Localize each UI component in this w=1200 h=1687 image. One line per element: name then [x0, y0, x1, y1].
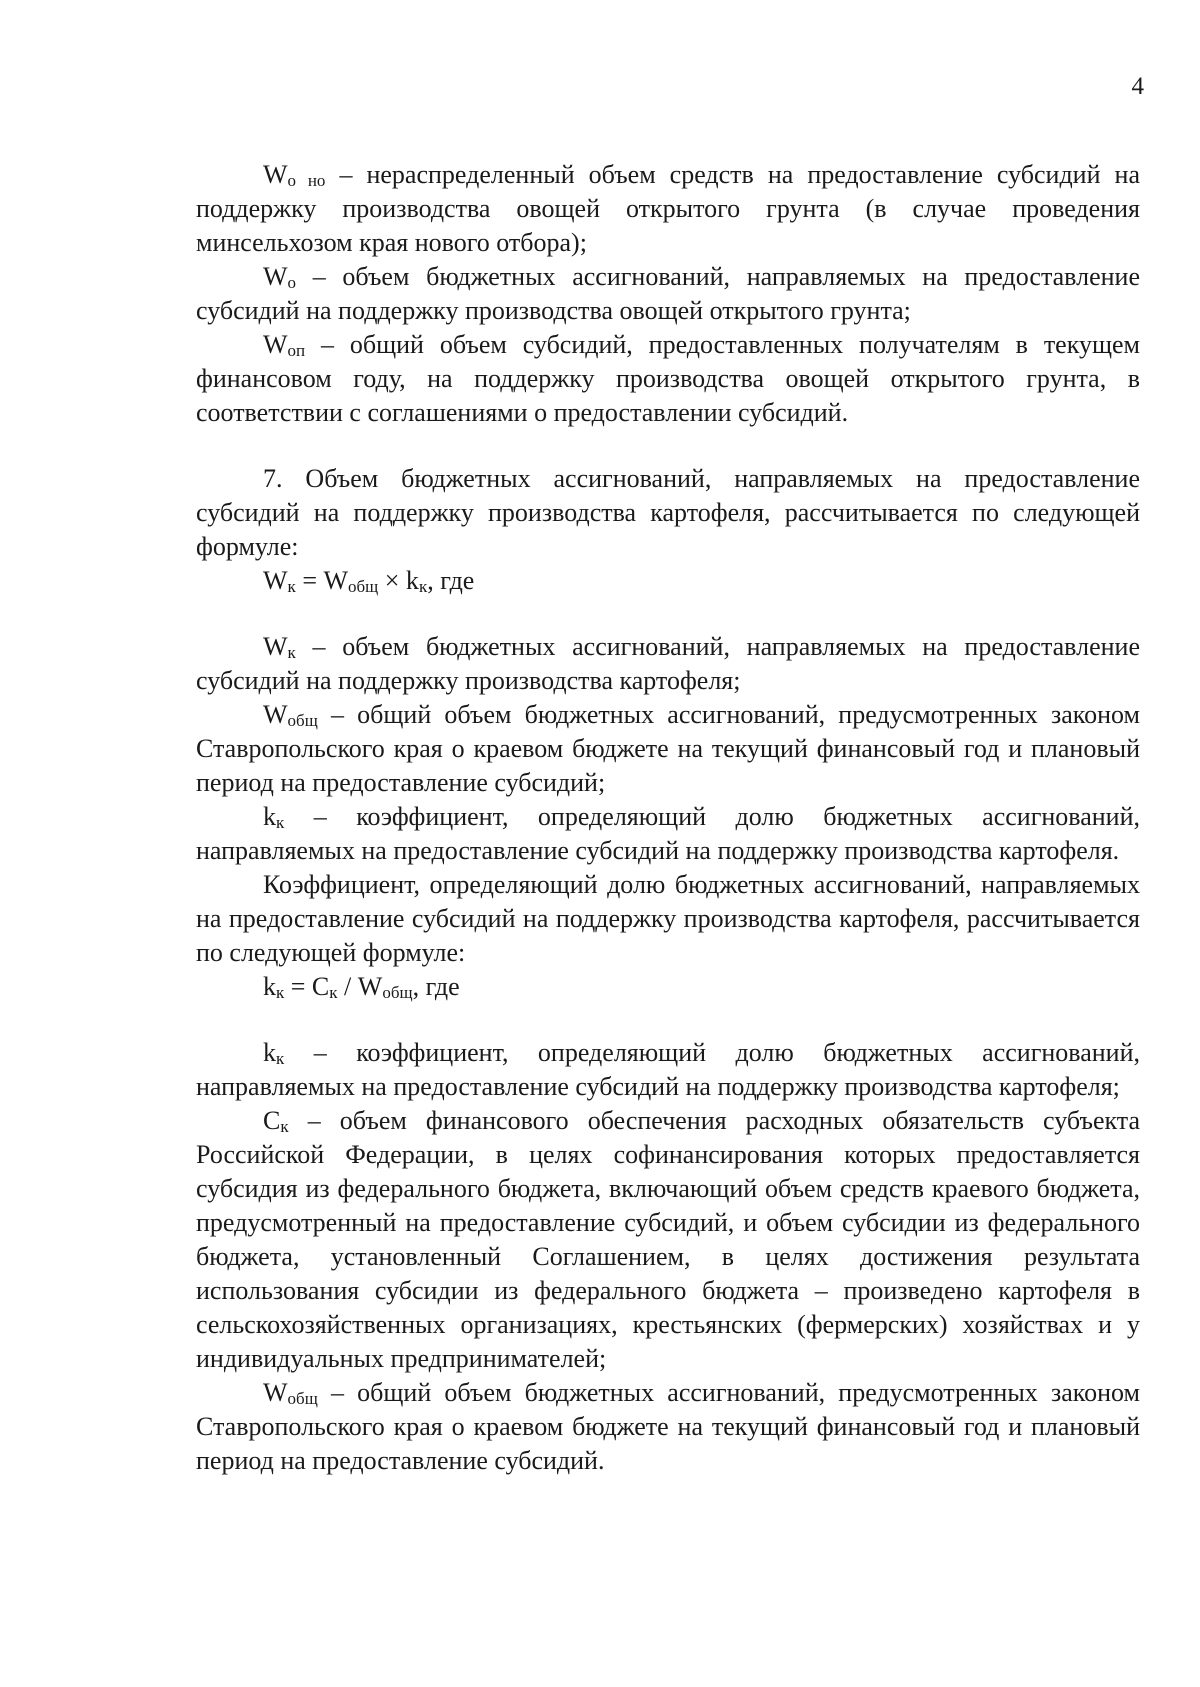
definition-c-k [196, 1104, 1140, 1376]
definition-k-k-2 [196, 1036, 1140, 1104]
definition-w-obsh [196, 698, 1140, 800]
definition-text: – объем финансового обеспечения расходных обязательств субъекта Российской Федерации, в целях софинансирования которых предоставляется субсидия из федерального бюджета, включающий объем средств краевого бюджета, предусмотренный на предоставление субсидий, и объем субсидии из федерального бюджета, установленный Соглашением, в целях достижения результата использования субсидии из федерального бюджета – произведено картофеля в сельскохозяйственных организациях, крестьянских (фермерских) хозяйствах и у индивидуальных предпринимателей; [196, 1106, 1140, 1373]
formula-term: , где [427, 566, 475, 595]
symbol: W [263, 632, 288, 661]
formula-subscript: общ [348, 577, 379, 596]
formula-subscript: к [418, 577, 428, 596]
coefficient-paragraph: Коэффициент, определяющий долю бюджетных ассигнований, направляемых на предоставление субсидий на поддержку производства картофеля, рассчитывается по следующей формуле: [196, 870, 1140, 967]
formula-term: k [263, 972, 276, 1001]
document-body [196, 158, 1140, 1478]
symbol: W [263, 330, 288, 359]
formula-subscript: к [287, 577, 296, 596]
formula-subscript: общ [382, 983, 413, 1002]
clause-7: 7. Объем бюджетных ассигнований, направляемых на предоставление субсидий на поддержку производства картофеля, рассчитывается по следующей формуле: [196, 464, 1140, 561]
symbol-subscript: о но [287, 171, 326, 190]
definition-text: – нераспределенный объем средств на предоставление субсидий на поддержку производства овощей открытого грунта (в случае проведения минсельхозом края нового отбора); [196, 160, 1140, 257]
symbol: C [263, 1106, 281, 1135]
formula-term: , где [412, 972, 460, 1001]
formula-term: / W [337, 972, 383, 1001]
symbol: W [263, 160, 288, 189]
formula-term: = W [295, 566, 349, 595]
definition-text: – общий объем бюджетных ассигнований, предусмотренных законом Ставропольского края о краевом бюджете на текущий финансовый год и плановый период на предоставление субсидий; [196, 700, 1140, 797]
page-number: 4 [1131, 73, 1144, 100]
definition-w-o [196, 260, 1140, 328]
definition-w-obsh-2 [196, 1376, 1140, 1478]
symbol-subscript: к [276, 813, 285, 832]
definition-text: – объем бюджетных ассигнований, направляемых на предоставление субсидий на поддержку производства картофеля; [196, 632, 1140, 695]
symbol: W [263, 1378, 288, 1407]
symbol-subscript: общ [287, 1389, 318, 1408]
formula-kk [196, 970, 1140, 1004]
symbol-subscript: оп [287, 341, 306, 360]
definition-k-k [196, 800, 1140, 868]
definition-text: – коэффициент, определяющий долю бюджетных ассигнований, направляемых на предоставление субсидий на поддержку производства картофеля. [196, 802, 1140, 865]
formula-term: × k [378, 566, 419, 595]
symbol-subscript: к [280, 1117, 289, 1136]
formula-term: = C [284, 972, 330, 1001]
definition-text: – коэффициент, определяющий долю бюджетных ассигнований, направляемых на предоставление субсидий на поддержку производства картофеля; [196, 1038, 1140, 1101]
symbol: k [263, 802, 276, 831]
formula-term: W [263, 566, 288, 595]
definition-text: – общий объем субсидий, предоставленных получателям в текущем финансовом году, на поддержку производства овощей открытого грунта, в соответствии с соглашениями о предоставлении субсидий. [196, 330, 1140, 427]
symbol-subscript: общ [287, 711, 318, 730]
definition-w-k [196, 630, 1140, 698]
definition-text: – общий объем бюджетных ассигнований, предусмотренных законом Ставропольского края о краевом бюджете на текущий финансовый год и плановый период на предоставление субсидий. [196, 1378, 1140, 1475]
symbol-subscript: о [287, 273, 297, 292]
symbol: k [263, 1038, 276, 1067]
symbol: W [263, 262, 288, 291]
definition-text: – объем бюджетных ассигнований, направляемых на предоставление субсидий на поддержку производства овощей открытого грунта; [196, 262, 1140, 325]
formula-subscript: к [276, 983, 285, 1002]
definition-w-o-no [196, 158, 1140, 260]
definition-w-op [196, 328, 1140, 430]
symbol-subscript: к [276, 1049, 285, 1068]
formula-subscript: к [329, 983, 338, 1002]
formula-wk [196, 564, 1140, 598]
symbol: W [263, 700, 288, 729]
symbol-subscript: к [287, 643, 296, 662]
